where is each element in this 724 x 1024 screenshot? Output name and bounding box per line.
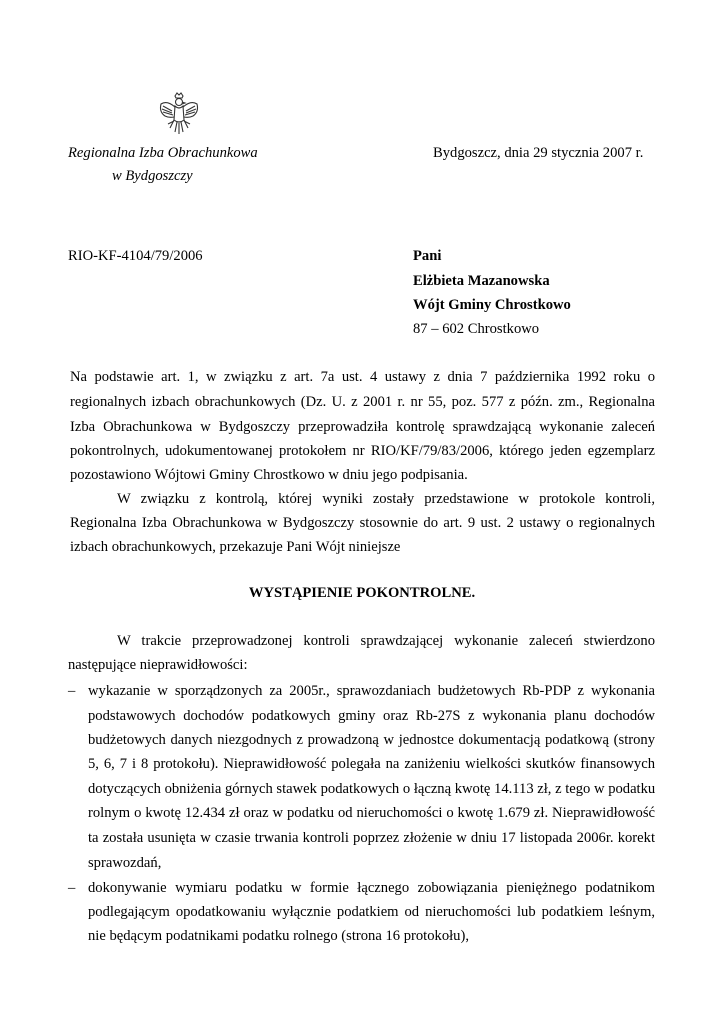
paragraph-line: W związku z kontrolą, której wyniki zostały przedstawione w protokole kontroli, — [117, 491, 655, 507]
list-item-line: sprawozdań, — [88, 855, 162, 871]
paragraph-line: izbach obrachunkowych, przekazuje Pani Wójt niniejsze — [70, 539, 401, 555]
list-bullet: – — [68, 683, 76, 699]
recipient-salutation: Pani — [413, 248, 442, 264]
paragraph-line: Regionalna Izba Obrachunkowa w Bydgoszczy stosownie do art. 9 ust. 2 ustawy o regionalnych — [70, 515, 655, 531]
eagle-emblem-icon — [155, 90, 203, 138]
paragraph-line: pokontrolnych, udokumentowanej protokołem nr RIO/KF/79/83/2006, którego jeden egzemplarz — [70, 443, 655, 459]
list-item-line: wykazanie w sporządzonych za 2005r., sprawozdaniach budżetowych Rb-PDP z wykonania — [88, 683, 655, 699]
paragraph-line: Izba Obrachunkowa w Bydgoszczy przeprowadziła kontrolę sprawdzającą wykonanie zaleceń — [70, 419, 655, 435]
list-item-line: nie będącym podatnikami podatku rolnego (strona 16 protokołu), — [88, 928, 469, 944]
paragraph-line: W trakcie przeprowadzonej kontroli sprawdzającej wykonanie zaleceń stwierdzono — [117, 633, 655, 649]
list-item-line: podstawowych dochodów podatkowych gminy oraz Rb-27S z wykonania planu dochodów — [88, 708, 655, 724]
list-item-line: dokonywanie wymiaru podatku w formie łącznego zobowiązania pieniężnego podatnikom — [88, 880, 655, 896]
sender-city: w Bydgoszczy — [112, 168, 193, 184]
recipient-name: Elżbieta Mazanowska — [413, 273, 550, 289]
list-item-line: 5, 6, 7 i 8 protokołu). Nieprawidłowość polegała na zaniżeniu wielkości skutków finansowych — [88, 756, 655, 772]
list-item-line: dotyczących obniżenia górnych stawek podatkowych o łączną kwotę 14.113 zł, z tego w podatku — [88, 781, 656, 797]
paragraph-line: regionalnych izbach obrachunkowych (Dz. U. z 2001 r. nr 55, poz. 577 z późn. zm., Regionalna — [70, 394, 655, 410]
place-date: Bydgoszcz, dnia 29 stycznia 2007 r. — [433, 145, 644, 161]
document-heading: WYSTĄPIENIE POKONTROLNE. — [248, 585, 476, 601]
list-bullet: – — [68, 880, 76, 896]
sender-name: Regionalna Izba Obrachunkowa — [68, 145, 258, 161]
list-item-line: podlegającym opodatkowaniu wyłącznie podatkiem od nieruchomości lub podatkiem leśnym, — [88, 904, 655, 920]
list-item-line: budżetowych danych niezgodnych z prowadzoną w jednostce dokumentacją podatkową (strony — [88, 732, 655, 748]
list-item-line: rolnym o kwotę 12.434 zł oraz w podatku od nieruchomości o kwotę 1.679 zł. Nieprawidłowość — [88, 805, 655, 821]
recipient-title: Wójt Gminy Chrostkowo — [413, 297, 571, 313]
list-item-line: ta została usunięta w czasie trwania kontroli poprzez złożenie w dniu 17 listopada 2006r. korekt — [88, 830, 655, 846]
paragraph-line: pozostawiono Wójtowi Gminy Chrostkowo w dniu jego podpisania. — [70, 467, 468, 483]
recipient-address: 87 – 602 Chrostkowo — [413, 321, 540, 337]
reference-number: RIO-KF-4104/79/2006 — [68, 248, 203, 264]
paragraph-line: następujące nieprawidłowości: — [68, 657, 248, 673]
paragraph-line: Na podstawie art. 1, w związku z art. 7a ust. 4 ustawy z dnia 7 października 1992 roku o — [70, 369, 655, 385]
